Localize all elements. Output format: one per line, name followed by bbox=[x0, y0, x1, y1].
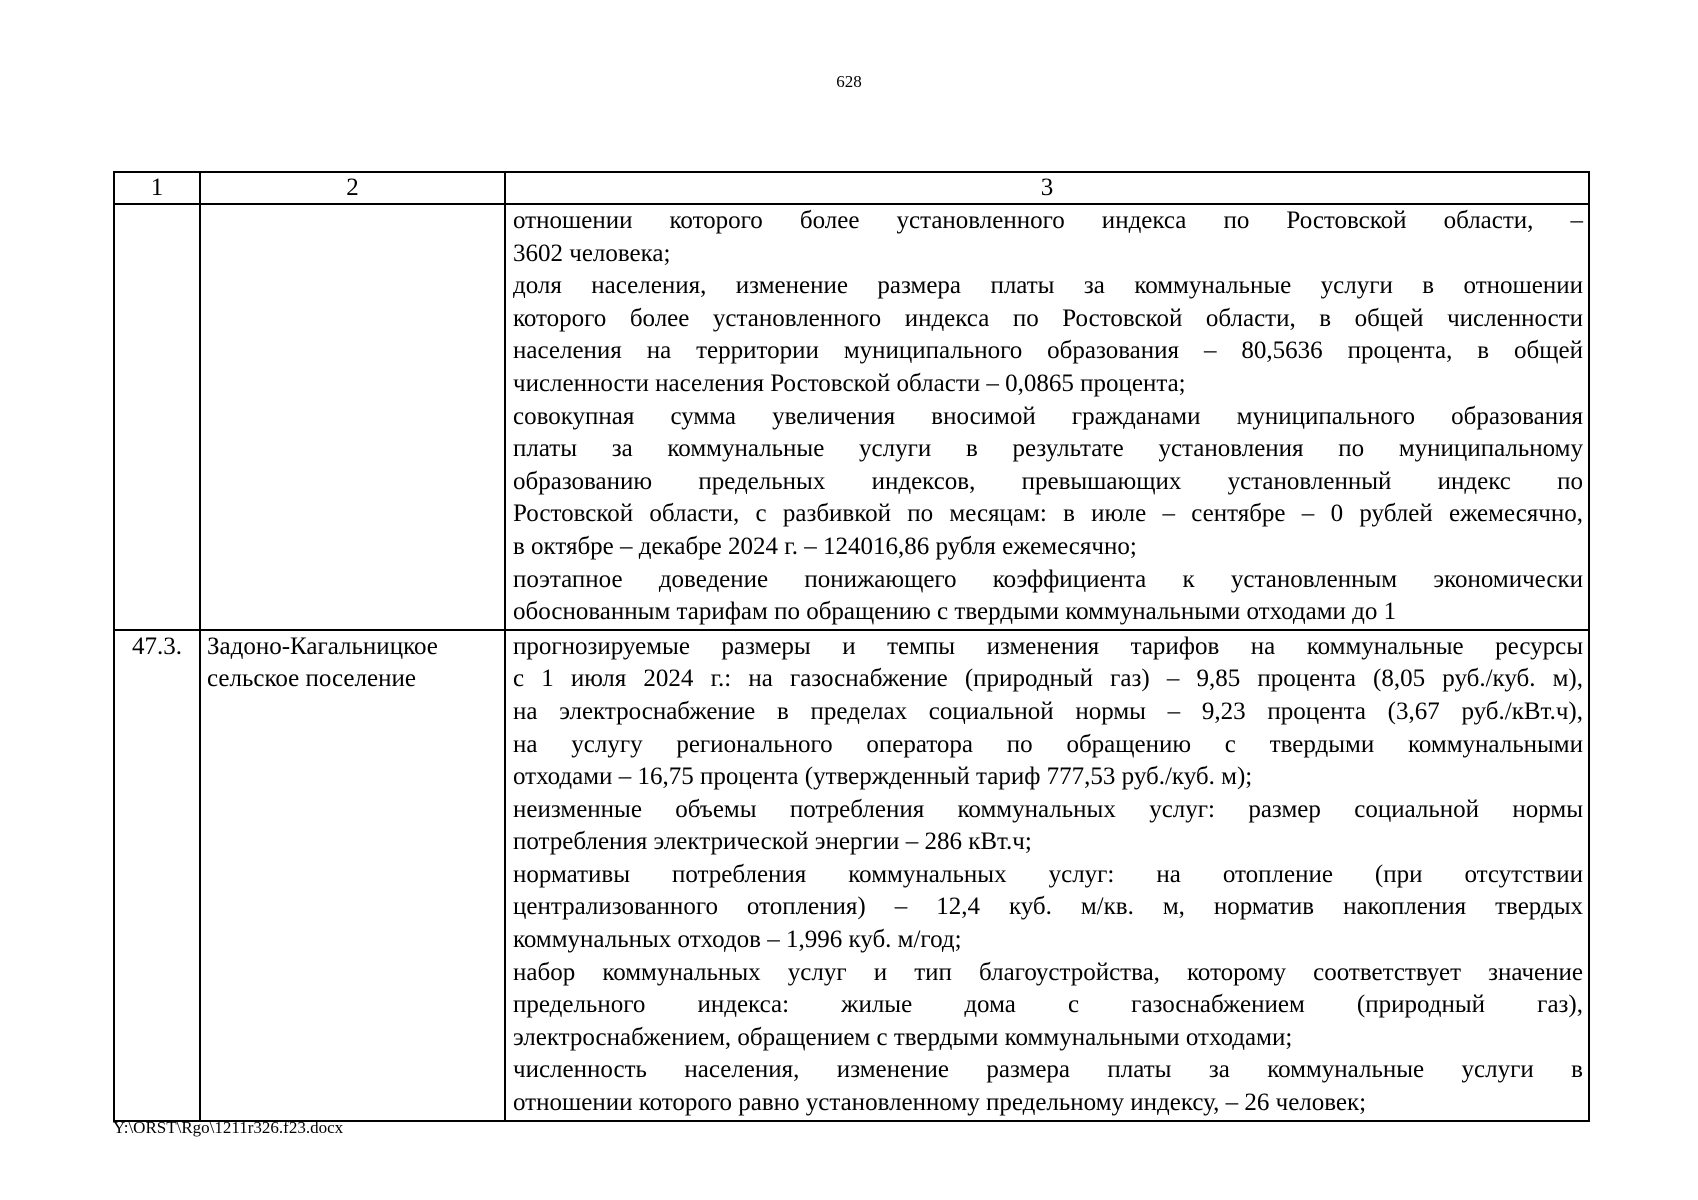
text-line: которого более установленного индекса по Ростовской области, в общей численности bbox=[513, 304, 1583, 332]
text-line: неизменные объемы потребления коммунальных услуг: размер социальной нормы bbox=[513, 795, 1583, 823]
text-line: населения на территории муниципального образования – 80,5636 процента, в общей bbox=[513, 337, 1583, 365]
table-row bbox=[114, 204, 1589, 630]
text-line: набор коммунальных услуг и тип благоустройства, которому соответствует значение bbox=[513, 958, 1583, 986]
text-line: отношении которого более установленного индекса по Ростовской области, – bbox=[513, 207, 1583, 234]
text-line: на услугу регионального оператора по обращению с твердыми коммунальными bbox=[513, 730, 1583, 758]
text-line: коммунальных отходов – 1,996 куб. м/год; bbox=[513, 926, 962, 954]
table-row bbox=[114, 630, 1589, 1121]
text-line: прогнозируемые размеры и темпы изменения тарифов на коммунальные ресурсы bbox=[513, 632, 1583, 660]
column-header-3: 3 bbox=[505, 172, 1589, 204]
text-line: отношении которого равно установленному предельному индексу, – 26 человек; bbox=[513, 1089, 1367, 1117]
text-line: обоснованным тарифам по обращению с твердыми коммунальными отходами до 1 bbox=[513, 598, 1397, 626]
text-line: в октябре – декабре 2024 г. – 124016,86 рубля ежемесячно; bbox=[513, 532, 1137, 560]
footer-file-path: Y:\ORST\Rgo\1211r326.f23.docx bbox=[113, 1118, 344, 1137]
text-line: 3602 человека; bbox=[513, 239, 671, 267]
table-body bbox=[114, 204, 1589, 1121]
text-line: численность населения, изменение размера платы за коммунальные услуги в bbox=[513, 1056, 1583, 1084]
text-line: на электроснабжение в пределах социальной нормы – 9,23 процента (3,67 руб./кВт.ч), bbox=[513, 697, 1583, 725]
text-line: предельного индекса: жилые дома с газоснабжением (природный газ), bbox=[513, 991, 1583, 1019]
description-cell bbox=[505, 630, 1589, 1121]
text-line: численности населения Ростовской области – 0,0865 процента; bbox=[513, 369, 1186, 397]
data-table bbox=[113, 171, 1590, 1122]
column-header-1: 1 bbox=[114, 172, 200, 204]
row-number-cell bbox=[114, 204, 200, 630]
text-line: потребления электрической энергии – 286 кВт.ч; bbox=[513, 828, 1032, 856]
settlement-name-cell bbox=[200, 204, 505, 630]
table-header-row bbox=[114, 172, 1589, 204]
text-line: поэтапное доведение понижающего коэффициента к установленным экономически bbox=[513, 565, 1583, 593]
text-line: электроснабжением, обращением с твердыми коммунальными отходами; bbox=[513, 1023, 1293, 1051]
text-line: платы за коммунальные услуги в результате установления по муниципальному bbox=[513, 435, 1583, 463]
settlement-name-cell: Задоно-Кагальницкое сельское поселение bbox=[200, 630, 505, 1121]
column-header-2: 2 bbox=[200, 172, 505, 204]
text-line: с 1 июля 2024 г.: на газоснабжение (природный газ) – 9,85 процента (8,05 руб./куб. м), bbox=[513, 665, 1583, 693]
text-line: отходами – 16,75 процента (утвержденный тариф 777,53 руб./куб. м); bbox=[513, 763, 1253, 791]
text-line: образованию предельных индексов, превышающих установленный индекс по bbox=[513, 467, 1583, 495]
text-line: централизованного отопления) – 12,4 куб. м/кв. м, норматив накопления твердых bbox=[513, 893, 1583, 921]
page-number: 628 bbox=[836, 72, 862, 91]
text-line: нормативы потребления коммунальных услуг: на отопление (при отсутствии bbox=[513, 860, 1583, 888]
text-line: совокупная сумма увеличения вносимой гражданами муниципального образования bbox=[513, 402, 1583, 430]
text-line: доля населения, изменение размера платы за коммунальные услуги в отношении bbox=[513, 272, 1583, 300]
description-cell bbox=[505, 204, 1589, 630]
row-number-cell: 47.3. bbox=[114, 630, 200, 1121]
text-line: Ростовской области, с разбивкой по месяцам: в июле – сентябре – 0 рублей ежемесячно, bbox=[513, 500, 1583, 528]
